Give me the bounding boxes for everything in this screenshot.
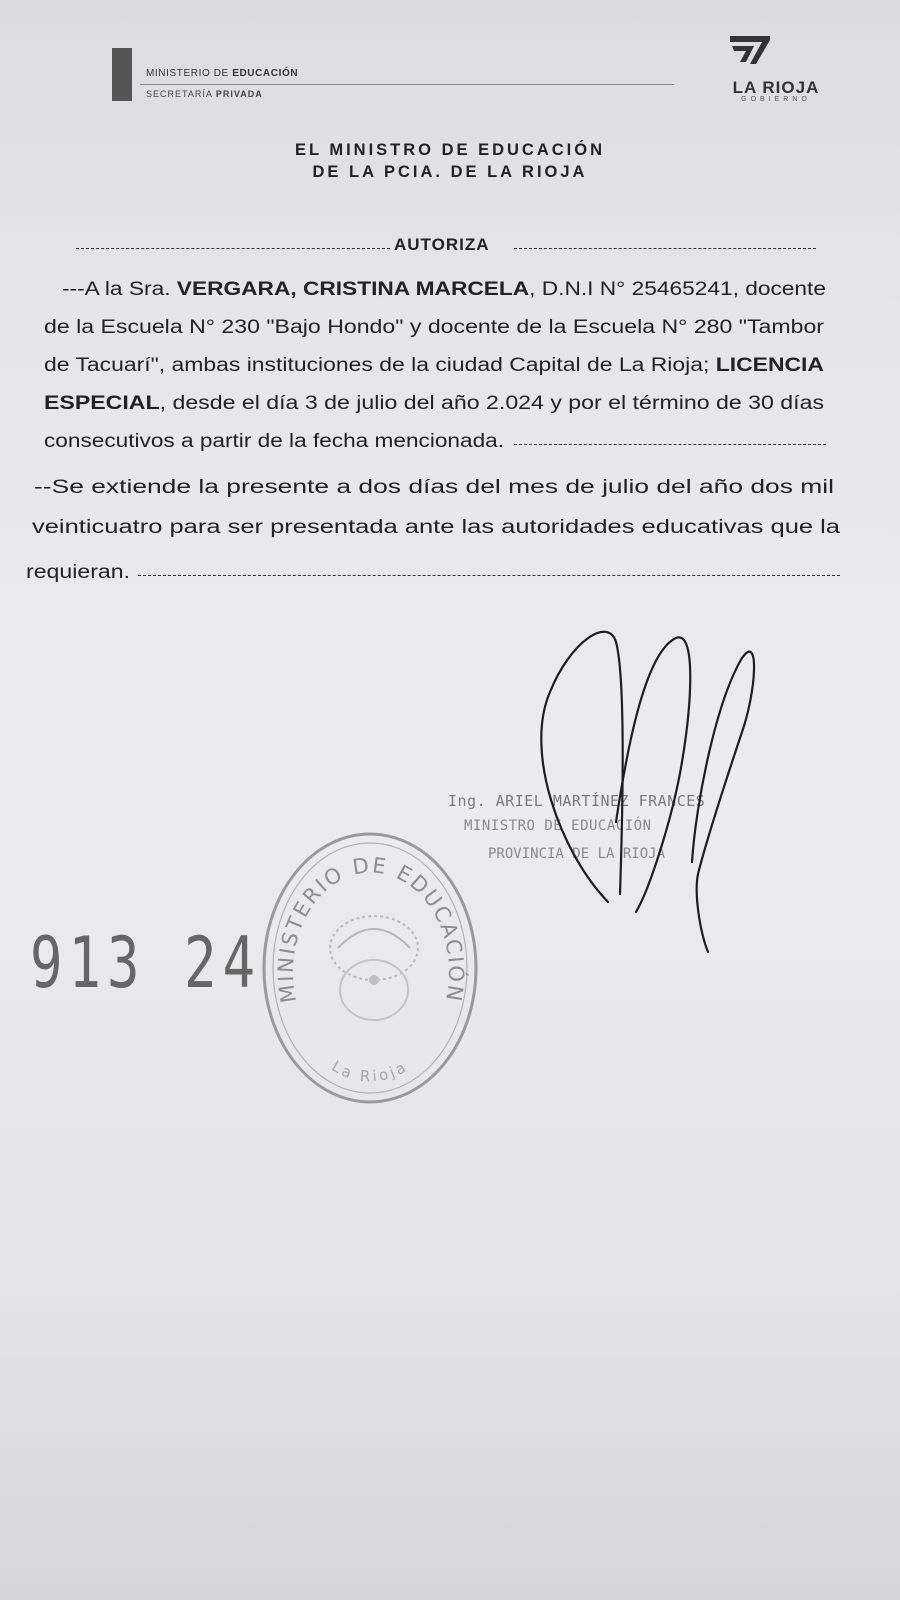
license-type-part1: LICENCIA [715,355,824,376]
letterhead-office-bold: PRIVADA [215,89,263,99]
dash-filler-right [514,248,816,249]
paragraph2-line1-text: --Se extiende la presente a dos días del mes de julio del año dos mil [34,477,834,498]
letterhead-rule [140,84,674,85]
paragraph1-line1-text [62,279,826,301]
paragraph1-line4-text [44,393,824,415]
paragraph1-line2 [0,317,900,343]
letterhead-ministry-bold: EDUCACIÓN [232,68,299,79]
seal-top-text: MINISTERIO DE EDUCACIÓN [273,853,469,1005]
p1-l3-text: de Tacuarí", ambas instituciones de la ciudad Capital de La Rioja; [44,355,716,376]
ministry-seal [258,830,482,1110]
autoriza-heading [76,234,816,258]
paragraph1-line4 [0,393,900,419]
paragraph1-line1 [0,279,900,305]
paragraph1-line3-text [44,355,824,377]
handwritten-signature [520,612,780,962]
letterhead-ministry [146,68,298,79]
paragraph1-line3 [0,355,900,381]
paragraph1-line2-text: de la Escuela N° 230 "Bajo Hondo" y docente de la Escuela N° 280 "Tambor [44,317,824,338]
la-rioja-emblem-icon [708,34,844,78]
paragraph2-line1 [0,477,900,503]
p1-l1-suffix: , D.N.I N° 25465241, docente [529,279,827,300]
paragraph1-line5 [0,431,900,457]
seal-bottom-text: La Rioja [328,1056,412,1086]
logo-subtitle: GOBIERNO [741,96,811,103]
signatory-province: PROVINCIA DE LA RIOJA [488,846,666,862]
paragraph1-line5-text: consecutivos a partir de la fecha mencionada. [44,431,504,452]
letterhead-office [146,89,263,99]
dash-filler-left [76,248,390,249]
license-type-part2: ESPECIAL [44,393,160,414]
la-rioja-logo [708,34,844,106]
document-title-line2: DE LA PCIA. DE LA RIOJA [312,163,588,181]
p1-l4-text: , desde el día 3 de julio del año 2.024 y por el término de 30 días [159,393,825,414]
signatory-name: Ing. ARIEL MARTÍNEZ FRANCES [448,792,706,810]
stamp-number: 913 24 [30,922,262,1004]
paragraph2-line3 [0,562,900,588]
licensee-name: VERGARA, CRISTINA MARCELA [176,279,530,300]
letterhead-ministry-prefix: MINISTERIO DE [146,68,233,79]
document-title-line1: EL MINISTRO DE EDUCACIÓN [294,141,606,159]
dash-filler-p1 [514,444,826,445]
paragraph2-line2 [0,517,900,543]
paragraph2-line2-text: veinticuatro para ser presentada ante las autoridades educativas que la [32,517,841,538]
letterhead-bar [112,48,132,101]
dash-filler-p2 [138,575,840,576]
autoriza-word: AUTORIZA [394,235,490,254]
signatory-title: MINISTRO DE EDUCACIÓN [464,818,652,834]
p1-l1-prefix: ---A la Sra. [62,279,177,300]
logo-name: LA RIOJA [732,78,820,97]
paragraph2-line3-text: requieran. [26,562,130,583]
letterhead-office-prefix: SECRETARÍA [146,89,216,99]
